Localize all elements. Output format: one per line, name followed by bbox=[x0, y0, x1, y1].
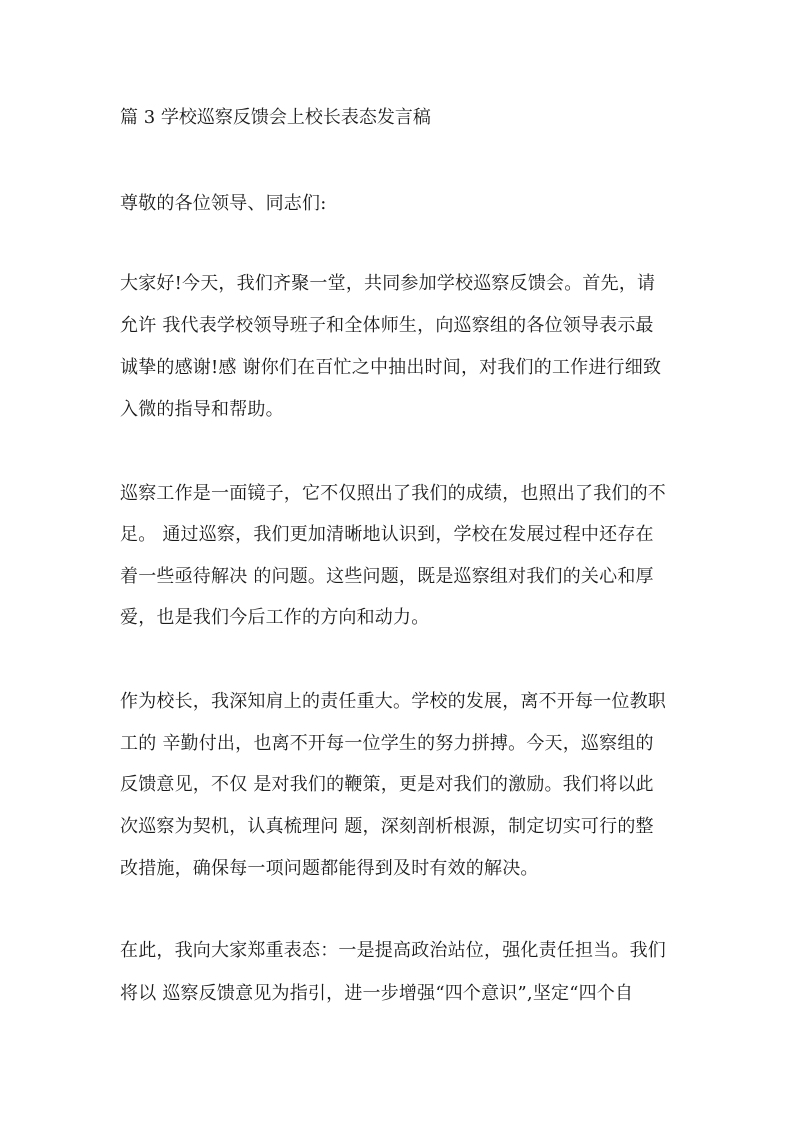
paragraph-line: 允许 我代表学校领导班子和全体师生，向巡察组的各位领导表示最 bbox=[120, 315, 654, 336]
paragraph-line: 在此，我向大家郑重表态：一是提高政治站位，强化责任担当。我们 bbox=[120, 940, 666, 961]
paragraph-line: 次巡察为契机，认真梳理问 题，深刻剖析根源，制定切实可行的整 bbox=[120, 816, 654, 837]
paragraph-line: 爱，也是我们今后工作的方向和动力。 bbox=[120, 607, 430, 628]
paragraph-line: 诚挚的感谢!感 谢你们在百忙之中抽出时间，对我们的工作进行细致 bbox=[120, 357, 662, 378]
paragraph-line: 足。 通过巡察，我们更加清晰地认识到，学校在发展过程中还存在 bbox=[120, 524, 654, 545]
paragraph-line: 反馈意见，不仅 是对我们的鞭策，更是对我们的激励。我们将以此 bbox=[120, 774, 654, 795]
paragraph-line: 作为校长，我深知肩上的责任重大。学校的发展，离不开每一位教职 bbox=[120, 691, 666, 712]
salutation: 尊敬的各位领导、同志们: bbox=[120, 193, 327, 214]
document-title: 篇 3 学校巡察反馈会上校长表态发言稿 bbox=[120, 107, 431, 128]
paragraph-line: 入微的指导和帮助。 bbox=[120, 399, 284, 420]
paragraph-line: 将以 巡察反馈意见为指引，进一步增强“四个意识”,坚定“四个自 bbox=[120, 983, 634, 1004]
paragraph-line: 巡察工作是一面镜子，它不仅照出了我们的成绩，也照出了我们的不 bbox=[120, 483, 666, 504]
paragraph-line: 着一些亟待解决 的问题。这些问题，既是巡察组对我们的关心和厚 bbox=[120, 566, 654, 587]
paragraph-line: 工的 辛勤付出，也离不开每一位学生的努力拼搏。今天，巡察组的 bbox=[120, 733, 654, 754]
paragraph-line: 改措施，确保每一项问题都能得到及时有效的解决。 bbox=[120, 858, 539, 879]
paragraph-line: 大家好!今天，我们齐聚一堂，共同参加学校巡察反馈会。首先，请 bbox=[120, 273, 656, 294]
